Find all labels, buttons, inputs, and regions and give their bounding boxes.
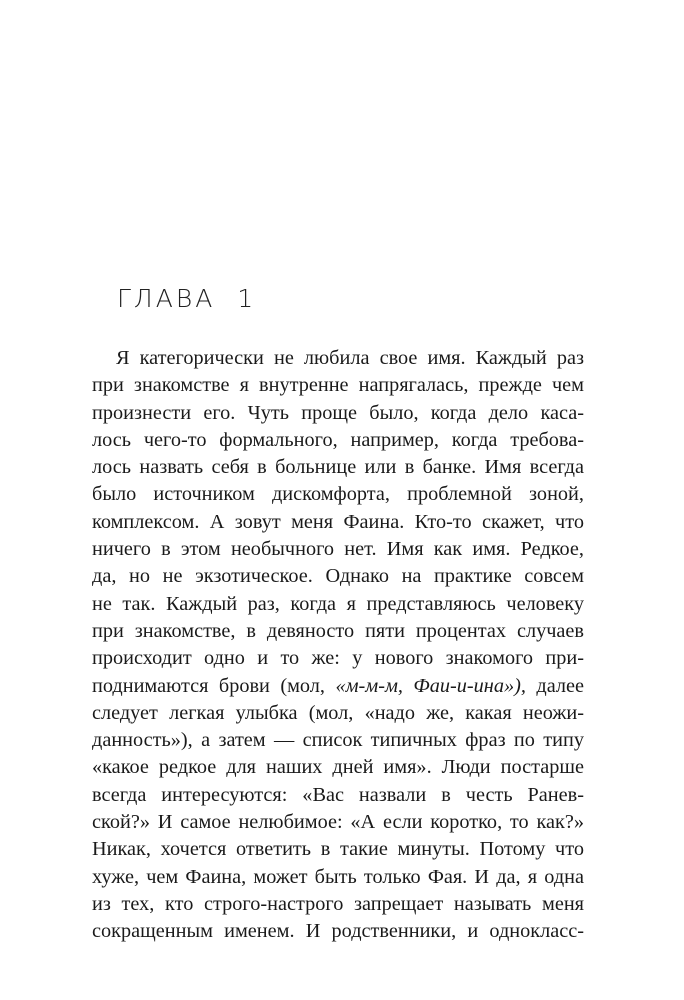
text-line: ской?» И самое нелюбимое: «А если коротко, то как?» <box>92 811 584 834</box>
text-line: лось назвать себя в больнице или в банке. Имя всегда <box>92 456 584 479</box>
text-line: Никак, хочется ответить в такие минуты. Потому что <box>92 838 584 861</box>
text-segment: поднимаются брови (мол, <box>92 674 325 697</box>
text-line: Я категорически не любила свое имя. Каждый раз <box>116 347 584 369</box>
text-line: лось чего-то формального, например, когда требова- <box>92 428 584 451</box>
text-line: из тех, кто строго-настрого запрещает называть меня <box>92 892 584 915</box>
text-line: следует легкая улыбка (мол, «надо же, какая неожи- <box>92 701 584 724</box>
text-line-mixed <box>92 673 584 700</box>
text-line: ничего в этом необычного нет. Имя как имя. Редкое, <box>92 538 584 561</box>
body-text <box>92 345 584 946</box>
text-line: было источником дискомфорта, проблемной зоной, <box>92 483 584 506</box>
text-line: не так. Каждый раз, когда я представляюсь человеку <box>92 592 584 615</box>
text-line: происходит одно и то же: у нового знакомого при- <box>92 647 584 670</box>
text-line: данность»), а затем — список типичных фраз по типу <box>92 729 584 752</box>
chapter-heading: ГЛАВА 1 <box>117 284 257 313</box>
italic-segment: «м-м-м, Фаи-и-ина»), <box>335 674 526 697</box>
text-line: комплексом. А зовут меня Фаина. Кто-то скажет, что <box>92 510 584 533</box>
text-line: при знакомстве, в девяносто пяти процентах случаев <box>92 619 584 642</box>
text-segment: далее <box>536 674 585 697</box>
text-line: сокращенным именем. И родственники, и однокласс- <box>92 920 584 943</box>
text-line: хуже, чем Фаина, может быть только Фая. И да, я одна <box>92 865 584 888</box>
text-line: произнести его. Чуть проще было, когда дело каса- <box>92 401 584 424</box>
text-line: всегда интересуются: «Вас назвали в честь Ранев- <box>92 783 584 806</box>
text-line: «какое редкое для наших дней имя». Люди постарше <box>92 756 584 779</box>
text-line: да, но не экзотическое. Однако на практике совсем <box>92 565 584 588</box>
text-line: при знакомстве я внутренне напрягалась, прежде чем <box>92 374 584 397</box>
